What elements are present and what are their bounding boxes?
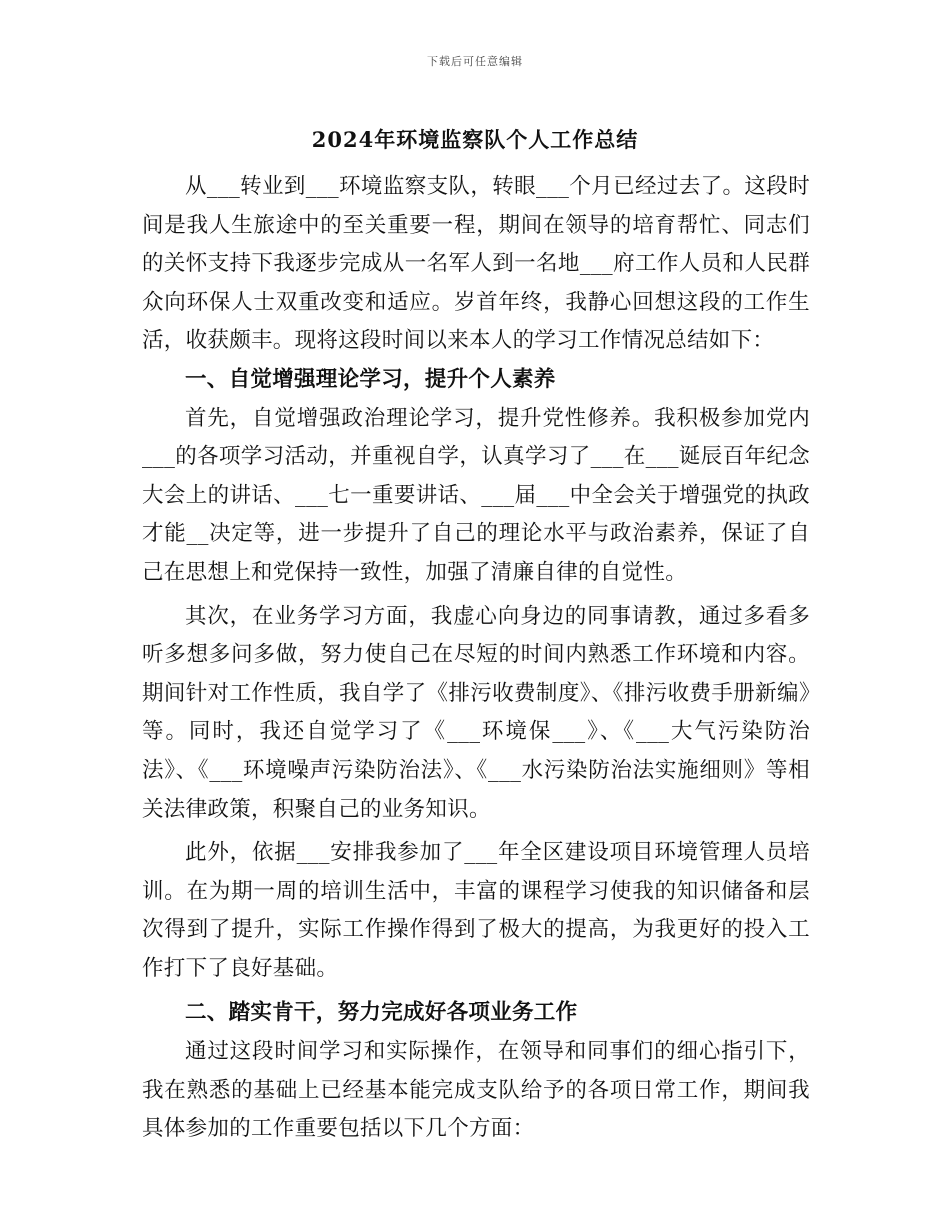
section-heading-1: 一、自觉增强理论学习，提升个人素养 bbox=[185, 366, 556, 392]
theory-study-paragraph: 首先，自觉增强政治理论学习，提升党性修养。我积极参加党内___的各项学习活动，并重视自学，认真学习了___在___诞辰百年纪念大会上的讲话、___七一重要讲话、___届___中全会关于增强党的执政才能__决定等，进一步提升了自己的理论水平与政治素养，保证了自己在思想上和党保持一致性，加强了清廉自律的自觉性。 bbox=[142, 405, 810, 585]
header-note: 下载后可任意编辑 bbox=[427, 55, 523, 68]
section-heading-2: 二、踏实肯干，努力完成好各项业务工作 bbox=[185, 1000, 578, 1026]
work-summary-paragraph: 通过这段时间学习和实际操作，在领导和同事们的细心指引下，我在熟悉的基础上已经基本能完成支队给予的各项日常工作，期间我具体参加的工作重要包括以下几个方面： bbox=[142, 1039, 810, 1142]
document-body bbox=[142, 168, 810, 1149]
document-title: 2024年环境监察队个人工作总结 bbox=[311, 127, 639, 152]
business-study-paragraph: 其次，在业务学习方面，我虚心向身边的同事请教，通过多看多听多想多问多做，努力使自己在尽短的时间内熟悉工作环境和内容。期间针对工作性质，我自学了《排污收费制度》、《排污收费手册新编》等。同时，我还自觉学习了《___环境保___》、《___大气污染防治法》、《___环境噪声污染防治法》、《___水污染防治法实施细则》等相关法律政策，积聚自己的业务知识。 bbox=[142, 603, 810, 822]
intro-paragraph: 从___转业到___环境监察支队，转眼___个月已经过去了。这段时间是我人生旅途中的至关重要一程，期间在领导的培育帮忙、同志们的关怀支持下我逐步完成从一名军人到一名地___府工作人员和人民群众向环保人士双重改变和适应。岁首年终，我静心回想这段的工作生活，收获颇丰。现将这段时间以来本人的学习工作情况总结如下： bbox=[142, 174, 810, 354]
training-paragraph: 此外，依据___安排我参加了___年全区建设项目环境管理人员培训。在为期一周的培训生活中，丰富的课程学习使我的知识储备和层次得到了提升，实际工作操作得到了极大的提高，为我更好的投入工作打下了良好基础。 bbox=[142, 840, 810, 981]
